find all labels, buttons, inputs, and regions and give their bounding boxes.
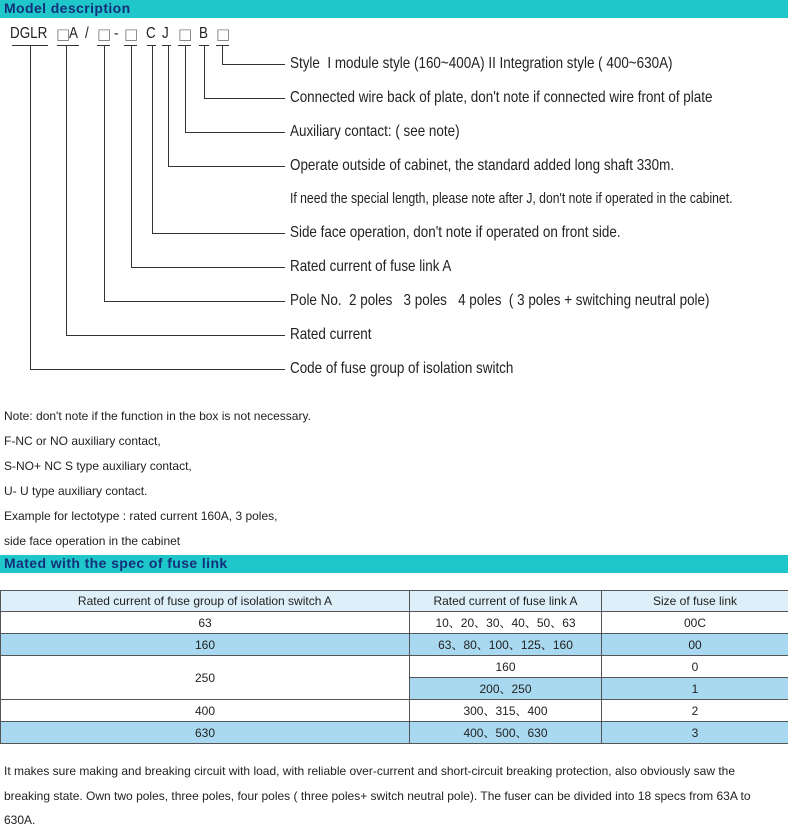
product-description: It makes sure making and breaking circuit with load, with reliable over-current and short-circuit breaking protection, also obviously saw the breaking state. Own two poles, three poles, four poles ( three poles+ switch neutral pole). The fuser can be divided into 18 specs from 63A to 630A. [4, 764, 751, 827]
table-cell: 1 [602, 678, 788, 700]
code-box: □ [216, 25, 231, 43]
desc-pole-no: Pole No. 2 poles 3 poles 4 poles ( 3 poles + switching neutral pole) [290, 292, 710, 309]
desc-fuse-link-current: Rated current of fuse link A [290, 258, 452, 275]
code-letter: C [146, 25, 156, 42]
table-cell: 400、500、630 [410, 722, 602, 744]
table-row [1, 722, 788, 744]
table-row [1, 612, 788, 634]
fuse-spec-table [0, 590, 788, 744]
section-header-model-description [0, 0, 788, 18]
desc-style: Style I module style (160~400A) II Integration style ( 400~630A) [290, 55, 673, 72]
table-cell: 0 [602, 656, 788, 678]
code-separator: / [85, 25, 89, 42]
note-line: side face operation in the cabinet [4, 534, 181, 548]
desc-auxiliary-contact: Auxiliary contact: ( see note) [290, 123, 460, 140]
desc-rated-current: Rated current [290, 326, 372, 343]
leader-line-style [223, 46, 286, 65]
desc-code: Code of fuse group of isolation switch [290, 360, 514, 377]
code-letter: J [162, 25, 169, 42]
leader-line-auxiliary-contact [186, 46, 286, 133]
section-header-fuse-link-spec [0, 555, 788, 573]
table-cell: 160 [1, 634, 410, 656]
table-cell: 250 [1, 656, 410, 700]
code-box: □ [178, 25, 193, 43]
table-cell: 630 [1, 722, 410, 744]
table-row [1, 634, 788, 656]
table-row [1, 700, 788, 722]
desc-side-operation: Side face operation, don't note if operated on front side. [290, 224, 621, 241]
leader-line-code [31, 46, 286, 370]
code-box: □ [97, 25, 112, 43]
leader-line-side-operation [153, 46, 286, 234]
code-box: □ [56, 25, 71, 43]
note-line: S-NO+ NC S type auxiliary contact, [4, 459, 192, 473]
code-letter: A [69, 25, 78, 42]
table-cell: 400 [1, 700, 410, 722]
table-cell: 00 [602, 634, 788, 656]
desc-special-length: If need the special length, please note after J, don't note if operated in the cabinet. [290, 191, 733, 207]
column-header-switch-current: Rated current of fuse group of isolation switch A [1, 591, 410, 612]
table-cell: 300、315、400 [410, 700, 602, 722]
note-line: F-NC or NO auxiliary contact, [4, 434, 161, 448]
desc-back-wiring: Connected wire back of plate, don't note if connected wire front of plate [290, 89, 713, 106]
table-cell: 63、80、100、125、160 [410, 634, 602, 656]
table-cell: 2 [602, 700, 788, 722]
code-separator: - [114, 25, 119, 42]
notes [4, 404, 604, 554]
table-cell: 10、20、30、40、50、63 [410, 612, 602, 634]
desc-outside-operation: Operate outside of cabinet, the standard added long shaft 330m. [290, 157, 675, 174]
leader-line-rated-current [67, 46, 286, 336]
code-letter: B [199, 25, 208, 42]
section-title: Mated with the spec of fuse link [4, 555, 228, 571]
leader-line-back-wiring [205, 46, 286, 99]
table-cell: 00C [602, 612, 788, 634]
table-row [1, 656, 788, 678]
table-header-row [1, 591, 788, 612]
code-box: □ [124, 25, 139, 43]
column-header-fuse-link-current: Rated current of fuse link A [410, 591, 602, 612]
note-line: U- U type auxiliary contact. [4, 484, 148, 498]
leader-lines [0, 18, 290, 390]
section-title: Model description [4, 0, 131, 16]
code-prefix: DGLR [10, 25, 48, 42]
note-line: Note: don't note if the function in the box is not necessary. [4, 409, 311, 423]
table-cell: 3 [602, 722, 788, 744]
table-cell: 63 [1, 612, 410, 634]
model-code-diagram [0, 18, 788, 390]
note-line: Example for lectotype : rated current 160A, 3 poles, [4, 509, 278, 523]
column-header-fuse-size: Size of fuse link [602, 591, 788, 612]
leader-line-fuse-link-current [132, 46, 286, 268]
table-cell: 200、250 [410, 678, 602, 700]
table-cell: 160 [410, 656, 602, 678]
